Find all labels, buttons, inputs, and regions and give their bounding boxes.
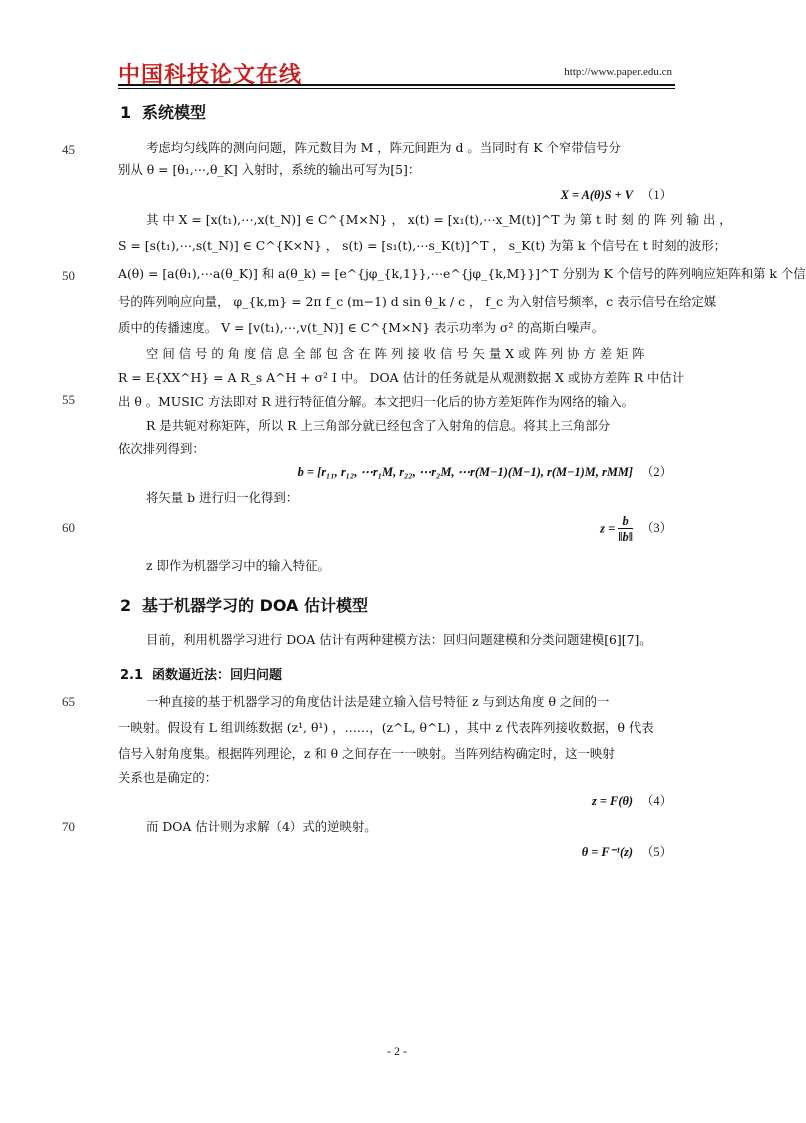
equation-body: b = [r₁₁, r₁₂, ⋯r₁M, r₂₂, ⋯r₂M, ⋯r(M−1)(M−1), r(M−1)M, rMM] bbox=[297, 465, 634, 479]
section-number: 1 bbox=[120, 103, 132, 122]
equation-body: X = A(θ)S + V bbox=[560, 188, 634, 202]
equation-body: θ = F⁻¹(z) bbox=[581, 845, 634, 859]
header-url[interactable]: http://www.paper.edu.cn bbox=[564, 66, 672, 78]
header-rule bbox=[118, 84, 675, 86]
paragraph-line: 信号入射角度集。根据阵列理论，z 和 θ 之间存在一一映射。当阵列结构确定时，这一映射 bbox=[118, 746, 615, 761]
equation-4 bbox=[592, 791, 672, 811]
paragraph-line: 号的阵列响应向量， φ_{k,m} = 2π f_c (m−1) d sin θ_k / c ， f_c 为入射信号频率，c 表示信号在给定媒 bbox=[118, 294, 717, 309]
paragraph-line: 依次排列得到： bbox=[118, 441, 205, 456]
paragraph-line: z 即作为机器学习中的输入特征。 bbox=[146, 558, 330, 573]
journal-logo: 中国科技论文在线 bbox=[118, 63, 303, 88]
equation-3 bbox=[600, 514, 672, 545]
line-number: 45 bbox=[62, 142, 75, 157]
subsection-title: 函数逼近法：回归问题 bbox=[152, 668, 283, 683]
paragraph-line: R = E{XX^H} = A R_s A^H + σ² I 中。 DOA 估计的任务就是从观测数据 X 或协方差阵 R 中估计 bbox=[118, 370, 685, 385]
paragraph-line: R 是共轭对称矩阵，所以 R 上三角部分就已经包含了入射角的信息。将其上三角部分 bbox=[146, 418, 611, 433]
paragraph-line: S = [s(t₁),⋯,s(t_N)] ∈ C^{K×N} ， s(t) = [s₁(t),⋯s_K(t)]^T ， s_K(t) 为第 k 个信号在 t 时刻的波形； bbox=[118, 238, 727, 253]
page-number: - 2 - bbox=[387, 1044, 407, 1058]
paragraph-line: 空 间 信 号 的 角 度 信 息 全 部 包 含 在 阵 列 接 收 信 号 矢 量 X 或 阵 列 协 方 差 矩 阵 bbox=[146, 346, 645, 361]
subsection-heading bbox=[120, 664, 282, 683]
equation-1 bbox=[561, 185, 672, 205]
paragraph-line: 其 中 X = [x(t₁),⋯,x(t_N)] ∈ C^{M×N} ， x(t) = [x₁(t),⋯x_M(t)]^T 为 第 t 时 刻 的 阵 列 输 出 ， bbox=[146, 212, 732, 227]
paragraph-line: 关系也是确定的： bbox=[118, 770, 218, 785]
equation-tag: （5） bbox=[641, 845, 672, 859]
equation-body: z = F(θ) bbox=[591, 794, 634, 808]
line-number: 70 bbox=[62, 819, 75, 834]
fraction-numerator: b bbox=[618, 514, 633, 529]
line-number: 50 bbox=[62, 268, 75, 283]
section-heading bbox=[120, 593, 368, 616]
equation-lhs: z = bbox=[600, 521, 616, 536]
equation-2 bbox=[298, 462, 672, 482]
paragraph-line: A(θ) = [a(θ₁),⋯a(θ_K)] 和 a(θ_k) = [e^{jφ_{k,1}},⋯e^{jφ_{k,M}}]^T 分别为 K 个信号的阵列响应矩阵和第 k 个信 bbox=[118, 266, 806, 281]
fraction-denominator: ‖b‖ bbox=[618, 530, 634, 544]
paragraph-line: 一映射。假设有 L 组训练数据 (z¹, θ¹) ，……，(z^L, θ^L) ，其中 z 代表阵列接收数据，θ 代表 bbox=[118, 720, 654, 735]
section-heading bbox=[120, 100, 206, 123]
fraction bbox=[618, 514, 633, 545]
equation-tag: （4） bbox=[641, 794, 672, 808]
section-title: 系统模型 bbox=[142, 103, 207, 122]
equation-tag: （3） bbox=[641, 521, 672, 536]
line-number: 55 bbox=[62, 392, 75, 407]
paragraph-line: 目前，利用机器学习进行 DOA 估计有两种建模方法：回归问题建模和分类问题建模[6][7]。 bbox=[146, 632, 652, 647]
subsection-number: 2.1 bbox=[120, 668, 144, 683]
paragraph-line: 一种直接的基于机器学习的角度估计法是建立输入信号特征 z 与到达角度 θ 之间的一 bbox=[146, 694, 610, 709]
section-number: 2 bbox=[120, 596, 132, 615]
paragraph-line: 而 DOA 估计则为求解（4）式的逆映射。 bbox=[146, 819, 377, 834]
section-title: 基于机器学习的 DOA 估计模型 bbox=[142, 596, 368, 615]
line-number: 65 bbox=[62, 694, 75, 709]
paragraph-line: 别从 θ = [θ₁,⋯,θ_K] 入射时，系统的输出可写为[5]： bbox=[118, 162, 421, 177]
paragraph-line: 质中的传播速度。 V = [v(t₁),⋯,v(t_N)] ∈ C^{M×N} 表示功率为 σ² 的高斯白噪声。 bbox=[118, 320, 605, 335]
paragraph-line: 将矢量 b 进行归一化得到： bbox=[146, 490, 299, 505]
equation-tag: （2） bbox=[641, 465, 672, 479]
equation-tag: （1） bbox=[641, 188, 672, 202]
paragraph-line: 考虑均匀线阵的测向问题，阵元数目为 M ，阵元间距为 d 。当同时有 K 个窄带信号分 bbox=[146, 140, 621, 155]
line-number: 60 bbox=[62, 520, 75, 535]
header-rule-thin bbox=[118, 88, 675, 89]
equation-5 bbox=[582, 842, 672, 862]
paragraph-line: 出 θ 。MUSIC 方法即对 R 进行特征值分解。本文把归一化后的协方差矩阵作为网络的输入。 bbox=[118, 394, 635, 409]
